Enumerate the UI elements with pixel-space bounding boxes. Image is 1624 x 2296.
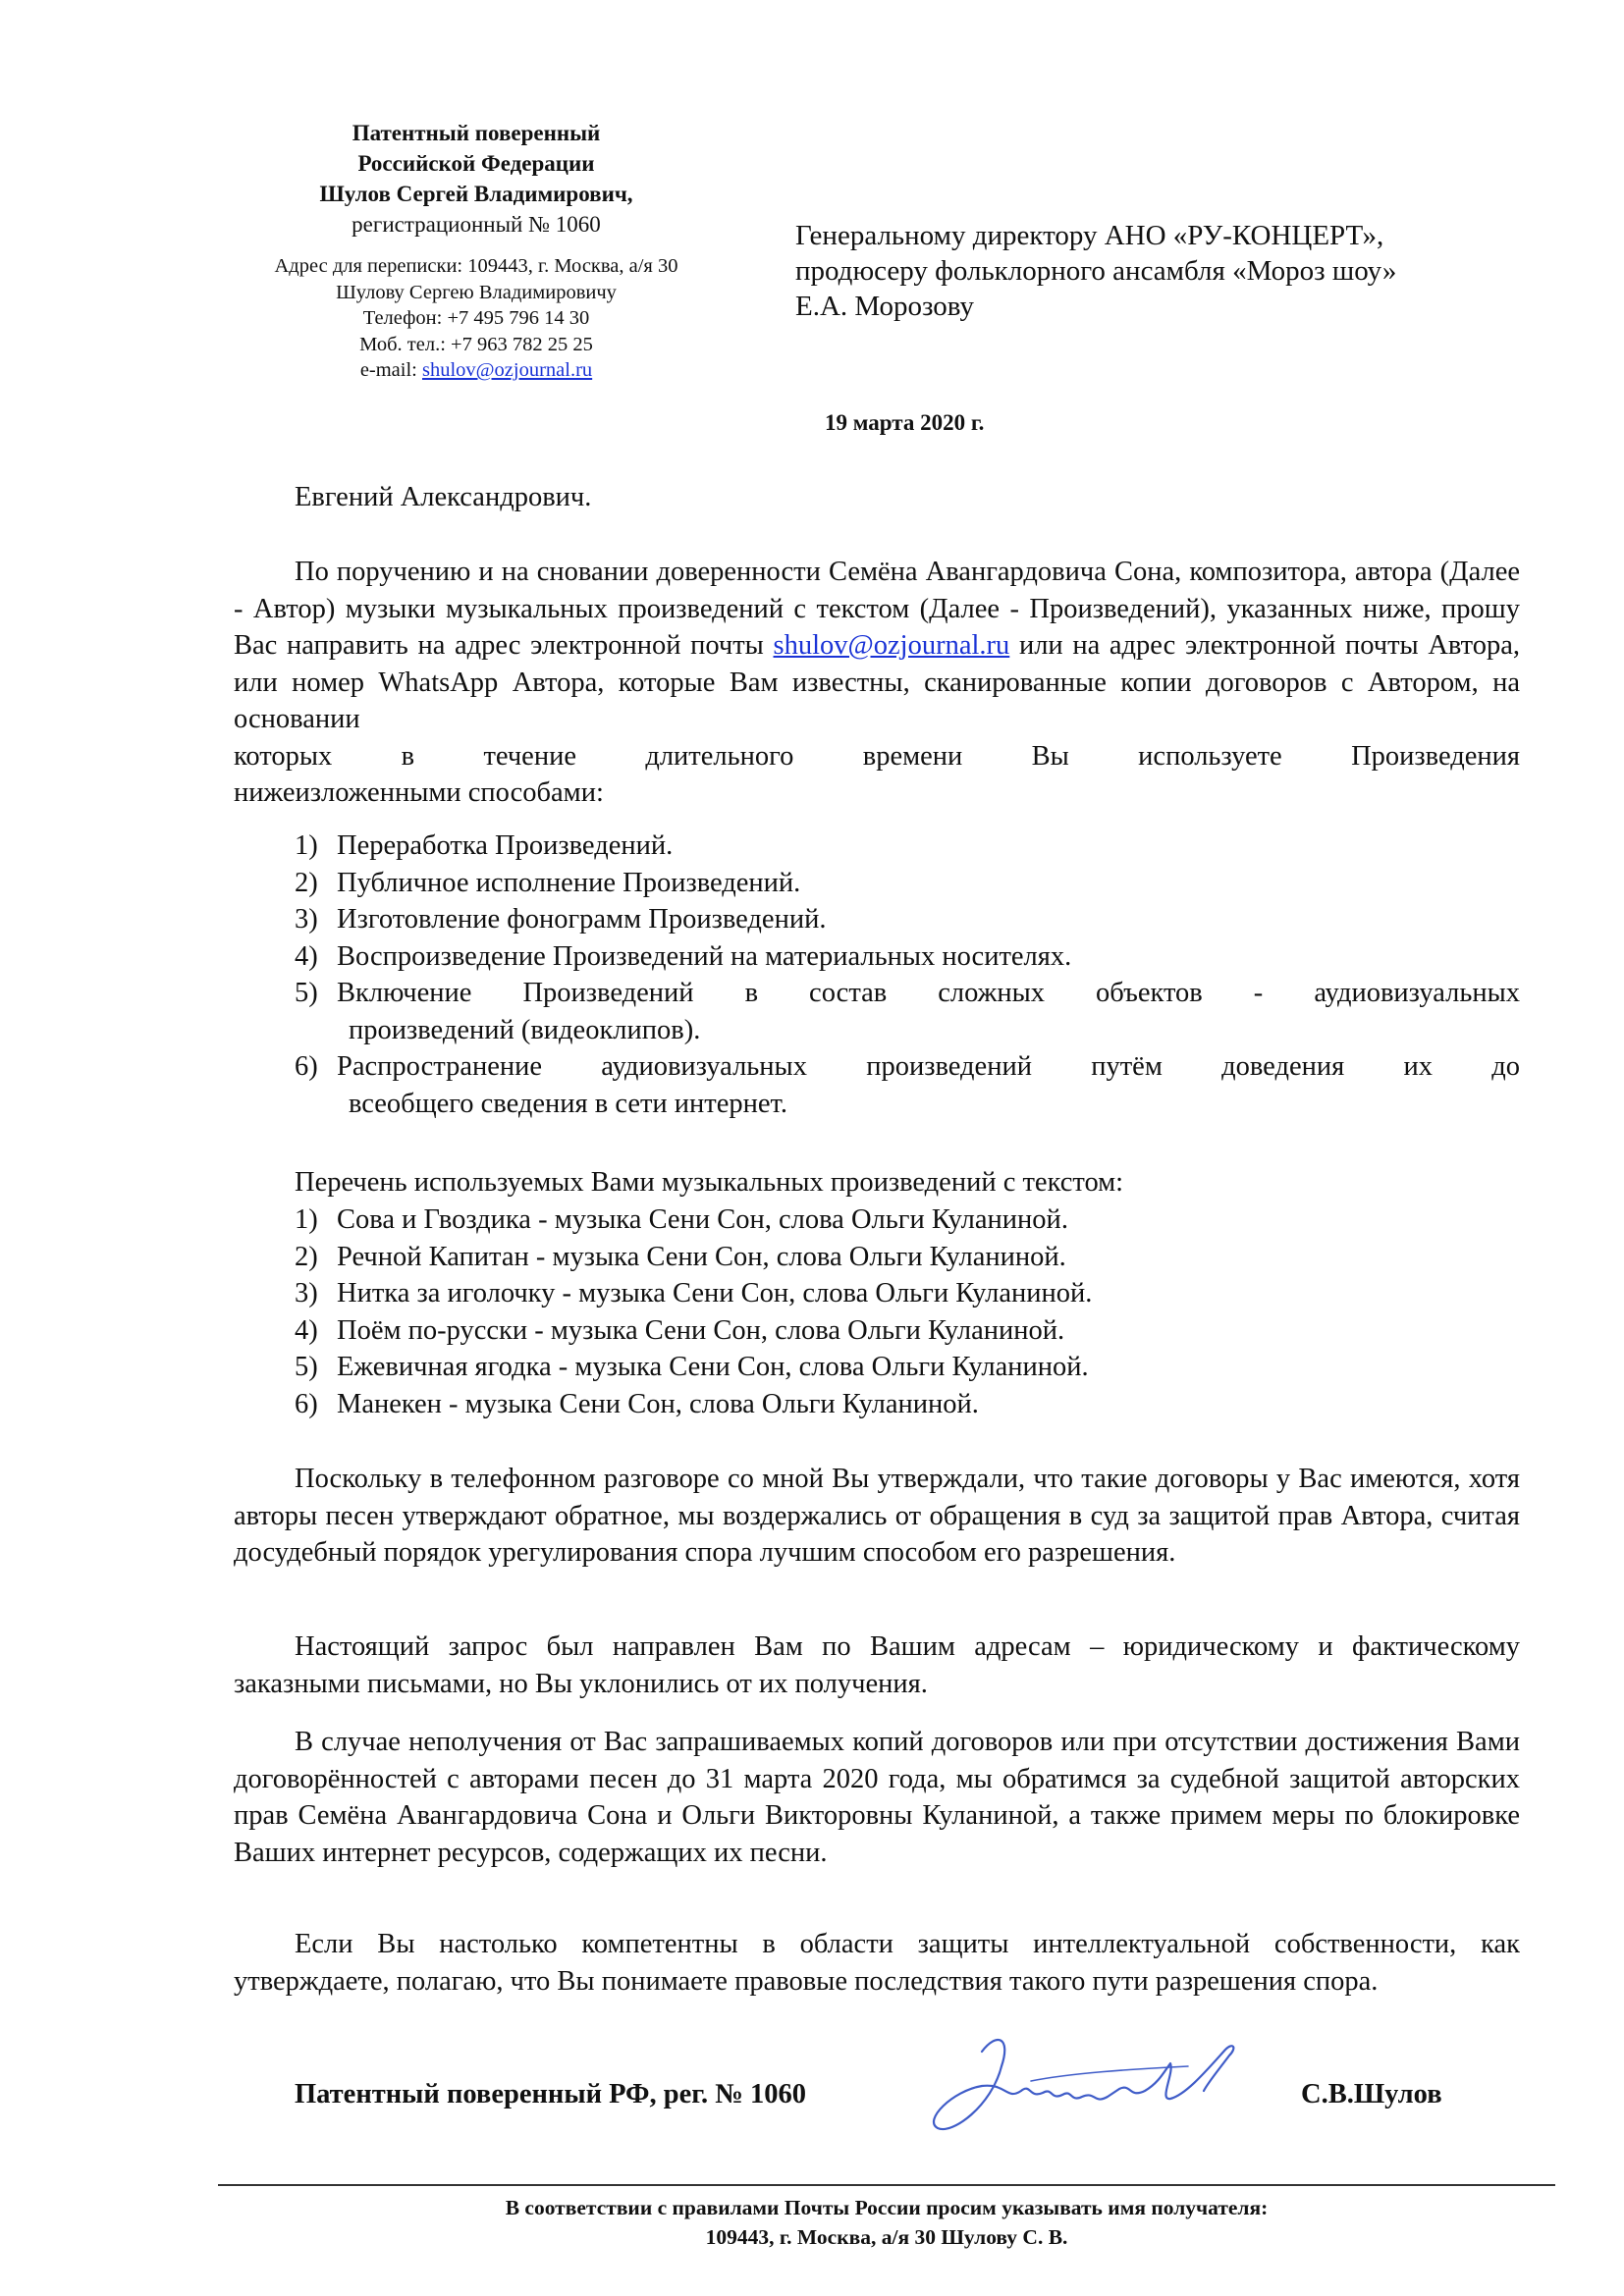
sender-name: Шулов Сергей Владимирович,: [319, 182, 633, 206]
work-item-number: 6): [295, 1388, 318, 1419]
methods-list: [295, 828, 1520, 1122]
recipient-block: [795, 218, 1542, 324]
work-item-text: Поём по-русски - музыка Сени Сон, слова Ольги Куланиной.: [337, 1314, 1065, 1346]
method-item-number: 1): [295, 830, 318, 861]
handwritten-signature: [913, 2012, 1267, 2140]
paragraph-request-part3: которых в течение длительного времени Вы используете Произведения: [234, 740, 1520, 772]
work-item: [295, 1239, 1520, 1276]
method-item-number: 6): [295, 1051, 318, 1082]
sender-title-line1: Патентный поверенный: [352, 121, 601, 145]
work-item-text: Манекен - музыка Сени Сон, слова Ольги Куланиной.: [337, 1388, 979, 1419]
method-item-text: Публичное исполнение Произведений.: [337, 867, 801, 898]
recipient-line1: Генеральному директору АНО «РУ-КОНЦЕРТ»,: [795, 220, 1384, 251]
footer-divider: [218, 2184, 1555, 2186]
work-item: [295, 1275, 1520, 1312]
paragraph-request-part4: нижеизложенными способами:: [234, 777, 604, 808]
method-item-continuation: произведений (видеоклипов).: [349, 1014, 701, 1045]
method-item-text: Распространение аудиовизуальных произведений путём доведения их до: [337, 1051, 1520, 1082]
works-list: [295, 1201, 1520, 1422]
method-item: [295, 828, 1520, 865]
method-item-text: Переработка Произведений.: [337, 830, 674, 861]
work-item: [295, 1312, 1520, 1350]
method-item-text: Включение Произведений в состав сложных объектов - аудиовизуальных: [337, 978, 1520, 1008]
sender-contacts: [172, 253, 781, 384]
sender-title-line2: Российской Федерации: [357, 151, 595, 176]
work-item-number: 4): [295, 1314, 318, 1346]
sender-addressee: Шулову Сергею Владимировичу: [336, 281, 617, 303]
method-item: [295, 975, 1520, 1048]
work-item-number: 5): [295, 1352, 318, 1382]
work-item-text: Ежевичная ягодка - музыка Сени Сон, слова Ольги Куланиной.: [337, 1352, 1089, 1382]
sender-phone: Телефон: +7 495 796 14 30: [362, 307, 590, 329]
work-item: [295, 1386, 1520, 1423]
method-item: [295, 901, 1520, 938]
footer-note: [218, 2193, 1555, 2252]
recipient-line3: Е.А. Морозову: [795, 291, 974, 322]
sender-block: [172, 118, 781, 384]
method-item-number: 5): [295, 978, 318, 1008]
sender-email-link[interactable]: shulov@ozjournal.ru: [422, 359, 593, 381]
method-item: [295, 865, 1520, 902]
paragraph-closing: Если Вы настолько компетентны в области защиты интеллектуальной собственности, как утверждаете, полагаю, что Вы понимаете правовые последствия такого пути разрешения спора.: [234, 1929, 1520, 1997]
work-item: [295, 1201, 1520, 1239]
paragraph-request: [234, 554, 1520, 812]
method-item-number: 3): [295, 904, 318, 934]
salutation: Евгений Александрович.: [295, 482, 592, 512]
footer-line2: 109443, г. Москва, а/я 30 Шулову С. В.: [705, 2225, 1068, 2249]
sender-address: Адрес для переписки: 109443, г. Москва, а/я 30: [274, 255, 678, 277]
paragraph-request-email-link[interactable]: shulov@ozjournal.ru: [773, 630, 1010, 661]
work-item-number: 3): [295, 1278, 318, 1308]
sender-email-line: [172, 357, 781, 384]
paragraph-request-body: [234, 554, 1520, 738]
work-item: [295, 1349, 1520, 1386]
work-item-text: Речной Капитан - музыка Сени Сон, слова Ольги Куланиной.: [337, 1241, 1066, 1272]
paragraph-phone-call: Поскольку в телефонном разговоре со мной Вы утверждали, что такие договоры у Вас имеются, хотя авторы песен утверждают обратное, мы воздержались от обращения в суд за защитой прав Автора, считая досудебный порядок урегулирования спора лучшим способом его разрешения.: [234, 1464, 1520, 1568]
signature-title: Патентный поверенный РФ, рег. № 1060: [295, 2079, 807, 2109]
signature-name: С.В.Шулов: [1301, 2079, 1442, 2109]
paragraph-request-part1: По поручению и на сновании доверенности Семёна Авангардовича Сона, композитора, автора (Далее - Автор) музыки музыкальных произведений с текстом (Далее - Произведений), указанных ниже, прошу Вас направить на адрес электронной почты: [234, 557, 1520, 661]
work-item-number: 1): [295, 1204, 318, 1235]
sender-email-label: e-mail:: [359, 359, 422, 381]
sender-registration: регистрационный № 1060: [352, 212, 601, 237]
method-item-number: 4): [295, 940, 318, 972]
sender-mobile: Моб. тел.: +7 963 782 25 25: [359, 333, 593, 355]
work-item-text: Нитка за иголочку - музыка Сени Сон, слова Ольги Куланиной.: [337, 1278, 1093, 1308]
letter-date: 19 марта 2020 г.: [825, 410, 985, 435]
work-item-number: 2): [295, 1241, 318, 1272]
paragraph-request-part2: или на адрес электронной почты Автора, или номер WhatsApp Автора, которые Вам известны, сканированные копии договоров с Автором, на основании: [234, 630, 1521, 734]
method-item-number: 2): [295, 867, 318, 898]
paragraph-warning: В случае неполучения от Вас запрашиваемых копий договоров или при отсутствии достижения Вами договорённостей с авторами песен до 31 марта 2020 года, мы обратимся за судебной защитой авторских прав Семёна Авангардовича Сона и Ольги Викторовны Куланиной, а также примем меры по блокировке Ваших интернет ресурсов, содержащих их песни.: [234, 1727, 1520, 1868]
method-item-text: Воспроизведение Произведений на материальных носителях.: [337, 940, 1072, 972]
work-item-text: Сова и Гвоздика - музыка Сени Сон, слова Ольги Куланиной.: [337, 1204, 1068, 1235]
method-item-continuation: всеобщего сведения в сети интернет.: [349, 1088, 787, 1119]
footer-line1: В соответствии с правилами Почты России просим указывать имя получателя:: [505, 2196, 1269, 2219]
method-item-text: Изготовление фонограмм Произведений.: [337, 904, 827, 934]
method-item: [295, 1048, 1520, 1122]
method-item: [295, 938, 1520, 976]
paragraph-request-sent: Настоящий запрос был направлен Вам по Вашим адресам – юридическому и фактическому заказными письмами, но Вы уклонились от их получения.: [234, 1631, 1520, 1699]
works-list-title: Перечень используемых Вами музыкальных произведений с текстом:: [295, 1167, 1124, 1198]
recipient-line2: продюсеру фольклорного ансамбля «Мороз шоу»: [795, 255, 1397, 287]
